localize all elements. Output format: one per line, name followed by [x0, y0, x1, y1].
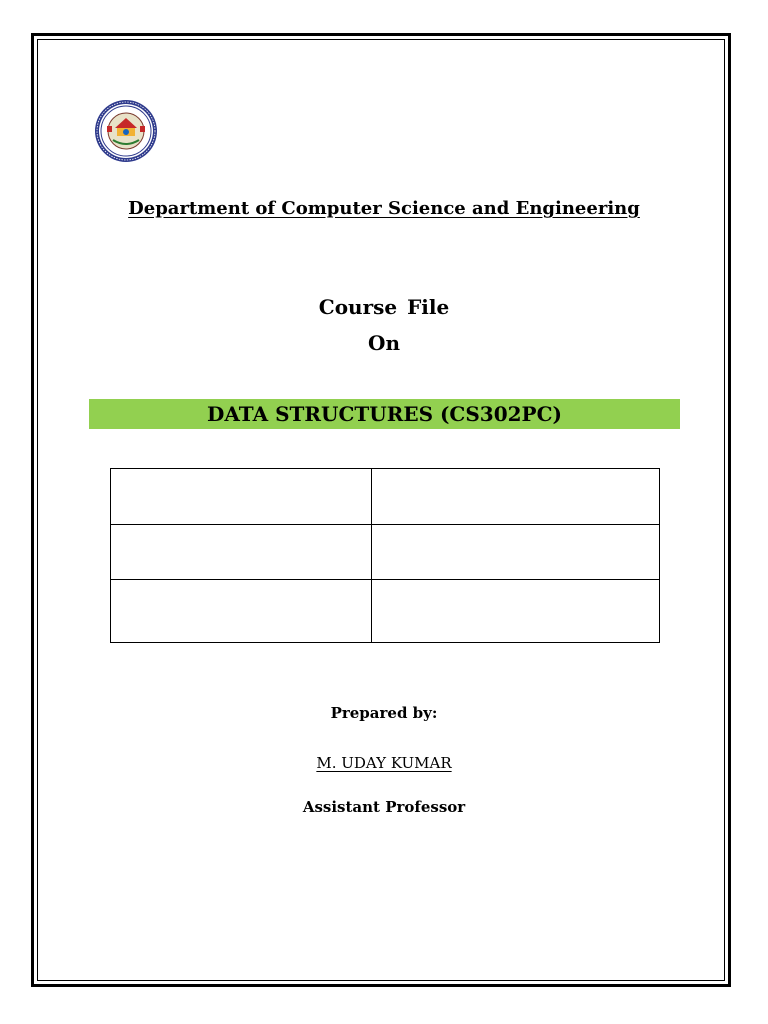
table-cell: [111, 525, 372, 580]
table-cell: [111, 469, 372, 525]
subject-highlight-bar: [89, 399, 680, 429]
table-cell: [371, 469, 659, 525]
author-designation: Assistant Professor: [302, 798, 466, 816]
prepared-by-label: Prepared by:: [330, 704, 438, 722]
info-table: [110, 468, 660, 643]
author-name: M. UDAY KUMAR: [316, 754, 452, 772]
table-row: [111, 580, 660, 643]
institution-seal-icon: [93, 98, 159, 164]
course-file-on: On: [368, 331, 400, 355]
table-row: [111, 525, 660, 580]
table-cell: [111, 580, 372, 643]
table-row: [111, 469, 660, 525]
subject-title: DATA STRUCTURES (CS302PC): [207, 402, 562, 426]
table-cell: [371, 580, 659, 643]
course-file-title: Course File: [318, 295, 450, 319]
department-title: Department of Computer Science and Engineering: [128, 198, 640, 219]
table-cell: [371, 525, 659, 580]
